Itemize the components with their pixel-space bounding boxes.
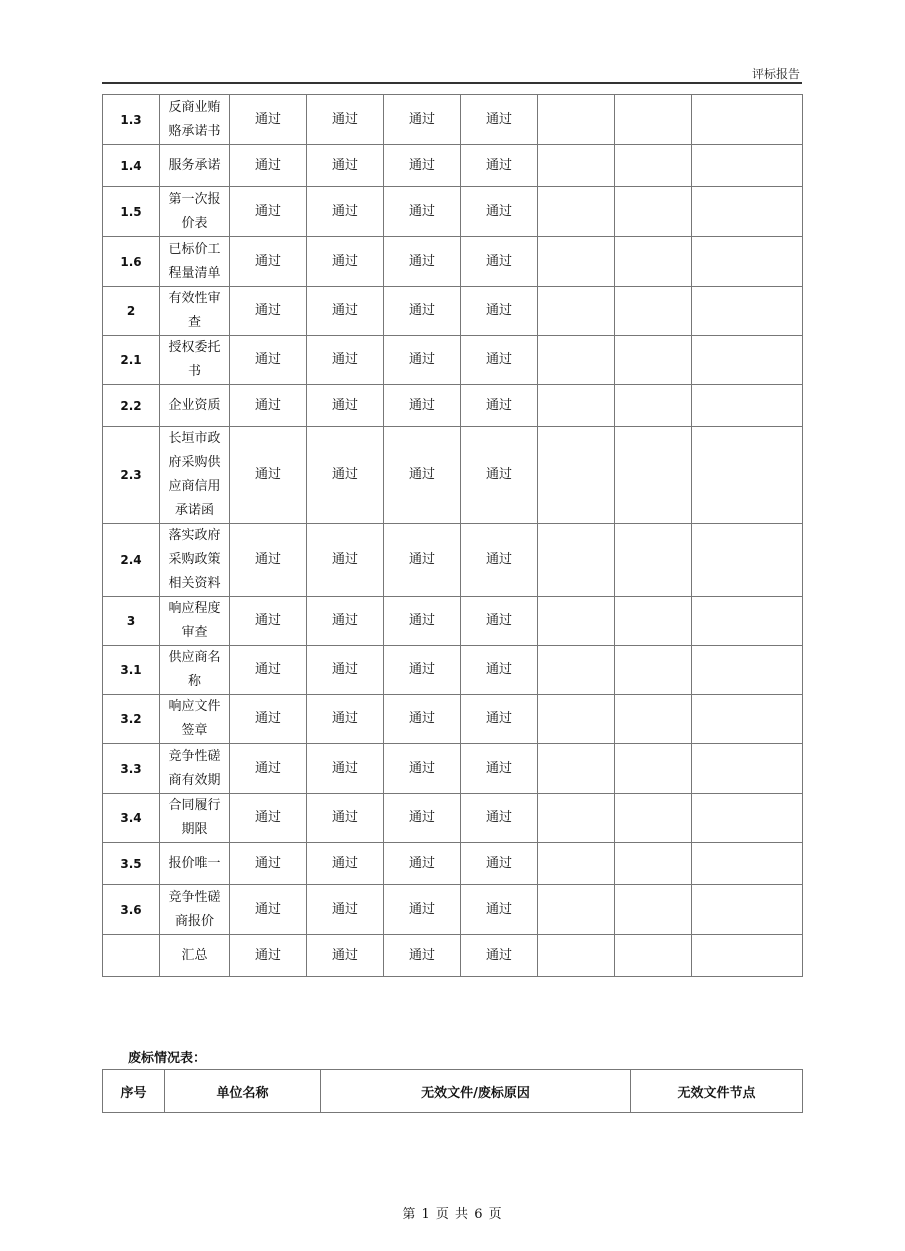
result-cell: 通过 [230, 287, 307, 336]
row-number-cell: 1.4 [103, 145, 160, 187]
result-cell [692, 597, 803, 646]
evaluation-table-body [103, 95, 803, 977]
waste-bid-header-cell: 无效文件节点 [631, 1070, 803, 1113]
result-cell: 通过 [230, 935, 307, 977]
row-number-cell: 2.1 [103, 336, 160, 385]
result-cell [615, 646, 692, 695]
result-cell: 通过 [307, 646, 384, 695]
result-cell: 通过 [384, 427, 461, 524]
result-cell [692, 794, 803, 843]
table-row [103, 237, 803, 287]
review-item-cell: 响应文件签章 [160, 695, 230, 744]
review-item-cell: 企业资质 [160, 385, 230, 427]
row-number-cell: 3.2 [103, 695, 160, 744]
result-cell: 通过 [230, 597, 307, 646]
result-cell [538, 646, 615, 695]
result-cell [538, 95, 615, 145]
review-item-cell: 反商业贿赂承诺书 [160, 95, 230, 145]
table-row [103, 385, 803, 427]
result-cell: 通过 [230, 187, 307, 237]
waste-bid-header-row [103, 1070, 803, 1113]
table-row [103, 187, 803, 237]
result-cell [615, 794, 692, 843]
review-item-cell: 竞争性磋商有效期 [160, 744, 230, 794]
review-item-cell: 竞争性磋商报价 [160, 885, 230, 935]
row-number-cell: 3.4 [103, 794, 160, 843]
result-cell [615, 427, 692, 524]
waste-bid-header-cell: 单位名称 [165, 1070, 321, 1113]
result-cell [615, 187, 692, 237]
result-cell [615, 336, 692, 385]
result-cell: 通过 [230, 885, 307, 935]
table-row [103, 95, 803, 145]
result-cell [692, 95, 803, 145]
result-cell [692, 885, 803, 935]
result-cell [538, 794, 615, 843]
result-cell [538, 744, 615, 794]
result-cell: 通过 [384, 237, 461, 287]
result-cell [692, 646, 803, 695]
row-number-cell: 3.3 [103, 744, 160, 794]
review-item-cell: 供应商名称 [160, 646, 230, 695]
result-cell: 通过 [230, 385, 307, 427]
result-cell: 通过 [384, 95, 461, 145]
result-cell [615, 95, 692, 145]
report-header-title: 评标报告 [751, 67, 800, 81]
result-cell: 通过 [461, 237, 538, 287]
page-number: 第 1 页 共 6 页 [402, 1207, 503, 1222]
result-cell: 通过 [307, 427, 384, 524]
result-cell [538, 287, 615, 336]
result-cell [615, 597, 692, 646]
waste-bid-table [102, 1069, 803, 1113]
result-cell: 通过 [384, 145, 461, 187]
result-cell: 通过 [384, 385, 461, 427]
result-cell: 通过 [230, 695, 307, 744]
result-cell: 通过 [307, 885, 384, 935]
table-row [103, 597, 803, 646]
row-number-cell: 2.3 [103, 427, 160, 524]
result-cell: 通过 [230, 145, 307, 187]
row-number-cell: 3.5 [103, 843, 160, 885]
table-row [103, 744, 803, 794]
result-cell: 通过 [461, 287, 538, 336]
result-cell: 通过 [230, 744, 307, 794]
table-row [103, 695, 803, 744]
table-row [103, 336, 803, 385]
review-item-cell: 服务承诺 [160, 145, 230, 187]
result-cell [615, 695, 692, 744]
result-cell [538, 385, 615, 427]
result-cell [538, 237, 615, 287]
result-cell: 通过 [461, 646, 538, 695]
result-cell [538, 336, 615, 385]
result-cell: 通过 [384, 524, 461, 597]
result-cell: 通过 [461, 524, 538, 597]
result-cell: 通过 [461, 336, 538, 385]
review-item-cell: 响应程度审查 [160, 597, 230, 646]
waste-bid-caption: 废标情况表： [128, 1051, 207, 1066]
result-cell: 通过 [307, 385, 384, 427]
result-cell [538, 695, 615, 744]
row-number-cell [103, 935, 160, 977]
result-cell [692, 187, 803, 237]
result-cell [615, 935, 692, 977]
review-item-cell: 授权委托书 [160, 336, 230, 385]
result-cell [615, 145, 692, 187]
result-cell [538, 187, 615, 237]
result-cell: 通过 [384, 336, 461, 385]
table-row [103, 646, 803, 695]
result-cell: 通过 [307, 187, 384, 237]
result-cell: 通过 [230, 427, 307, 524]
row-number-cell: 2 [103, 287, 160, 336]
review-item-cell: 合同履行期限 [160, 794, 230, 843]
table-row [103, 935, 803, 977]
review-item-cell: 有效性审查 [160, 287, 230, 336]
result-cell: 通过 [384, 695, 461, 744]
result-cell [692, 935, 803, 977]
result-cell: 通过 [307, 935, 384, 977]
result-cell: 通过 [461, 597, 538, 646]
result-cell [692, 336, 803, 385]
result-cell [615, 385, 692, 427]
review-item-cell: 汇总 [160, 935, 230, 977]
result-cell [692, 744, 803, 794]
row-number-cell: 1.3 [103, 95, 160, 145]
row-number-cell: 3.6 [103, 885, 160, 935]
table-row [103, 524, 803, 597]
result-cell: 通过 [461, 843, 538, 885]
table-row [103, 287, 803, 336]
result-cell [692, 695, 803, 744]
result-cell [692, 237, 803, 287]
result-cell: 通过 [307, 695, 384, 744]
row-number-cell: 3.1 [103, 646, 160, 695]
result-cell: 通过 [461, 385, 538, 427]
table-row [103, 427, 803, 524]
result-cell [538, 843, 615, 885]
result-cell: 通过 [384, 287, 461, 336]
result-cell: 通过 [461, 95, 538, 145]
result-cell: 通过 [230, 95, 307, 145]
result-cell [615, 287, 692, 336]
result-cell: 通过 [384, 794, 461, 843]
result-cell [692, 524, 803, 597]
result-cell [692, 145, 803, 187]
result-cell [538, 597, 615, 646]
result-cell [692, 287, 803, 336]
waste-bid-header-cell: 无效文件/废标原因 [321, 1070, 631, 1113]
result-cell [615, 524, 692, 597]
review-item-cell: 长垣市政府采购供应商信用承诺函 [160, 427, 230, 524]
result-cell: 通过 [307, 145, 384, 187]
result-cell: 通过 [461, 187, 538, 237]
review-item-cell: 第一次报价表 [160, 187, 230, 237]
result-cell [615, 843, 692, 885]
result-cell [615, 744, 692, 794]
row-number-cell: 3 [103, 597, 160, 646]
result-cell: 通过 [307, 843, 384, 885]
review-item-cell: 报价唯一 [160, 843, 230, 885]
result-cell: 通过 [461, 145, 538, 187]
result-cell: 通过 [384, 597, 461, 646]
result-cell: 通过 [307, 524, 384, 597]
table-row [103, 843, 803, 885]
result-cell: 通过 [307, 287, 384, 336]
result-cell: 通过 [461, 695, 538, 744]
evaluation-table [102, 94, 803, 977]
review-item-cell: 已标价工程量清单 [160, 237, 230, 287]
waste-bid-header-cell: 序号 [103, 1070, 165, 1113]
result-cell [538, 145, 615, 187]
table-row [103, 794, 803, 843]
result-cell: 通过 [230, 794, 307, 843]
result-cell: 通过 [230, 843, 307, 885]
table-row [103, 885, 803, 935]
review-item-cell: 落实政府采购政策相关资料 [160, 524, 230, 597]
result-cell [692, 385, 803, 427]
result-cell [692, 843, 803, 885]
result-cell [538, 935, 615, 977]
result-cell [692, 427, 803, 524]
result-cell: 通过 [461, 427, 538, 524]
result-cell: 通过 [461, 794, 538, 843]
result-cell: 通过 [307, 794, 384, 843]
header-divider [102, 82, 802, 84]
result-cell: 通过 [230, 237, 307, 287]
row-number-cell: 2.4 [103, 524, 160, 597]
result-cell: 通过 [384, 843, 461, 885]
row-number-cell: 1.5 [103, 187, 160, 237]
result-cell: 通过 [461, 885, 538, 935]
result-cell: 通过 [230, 524, 307, 597]
result-cell: 通过 [384, 885, 461, 935]
result-cell: 通过 [307, 744, 384, 794]
result-cell: 通过 [384, 935, 461, 977]
result-cell: 通过 [307, 336, 384, 385]
result-cell: 通过 [307, 237, 384, 287]
result-cell: 通过 [230, 646, 307, 695]
result-cell: 通过 [307, 95, 384, 145]
result-cell: 通过 [461, 935, 538, 977]
result-cell: 通过 [384, 646, 461, 695]
result-cell: 通过 [384, 744, 461, 794]
result-cell [615, 885, 692, 935]
result-cell [538, 524, 615, 597]
result-cell: 通过 [461, 744, 538, 794]
row-number-cell: 2.2 [103, 385, 160, 427]
row-number-cell: 1.6 [103, 237, 160, 287]
result-cell [615, 237, 692, 287]
result-cell: 通过 [384, 187, 461, 237]
result-cell [538, 885, 615, 935]
result-cell: 通过 [230, 336, 307, 385]
result-cell: 通过 [307, 597, 384, 646]
result-cell [538, 427, 615, 524]
table-row [103, 145, 803, 187]
